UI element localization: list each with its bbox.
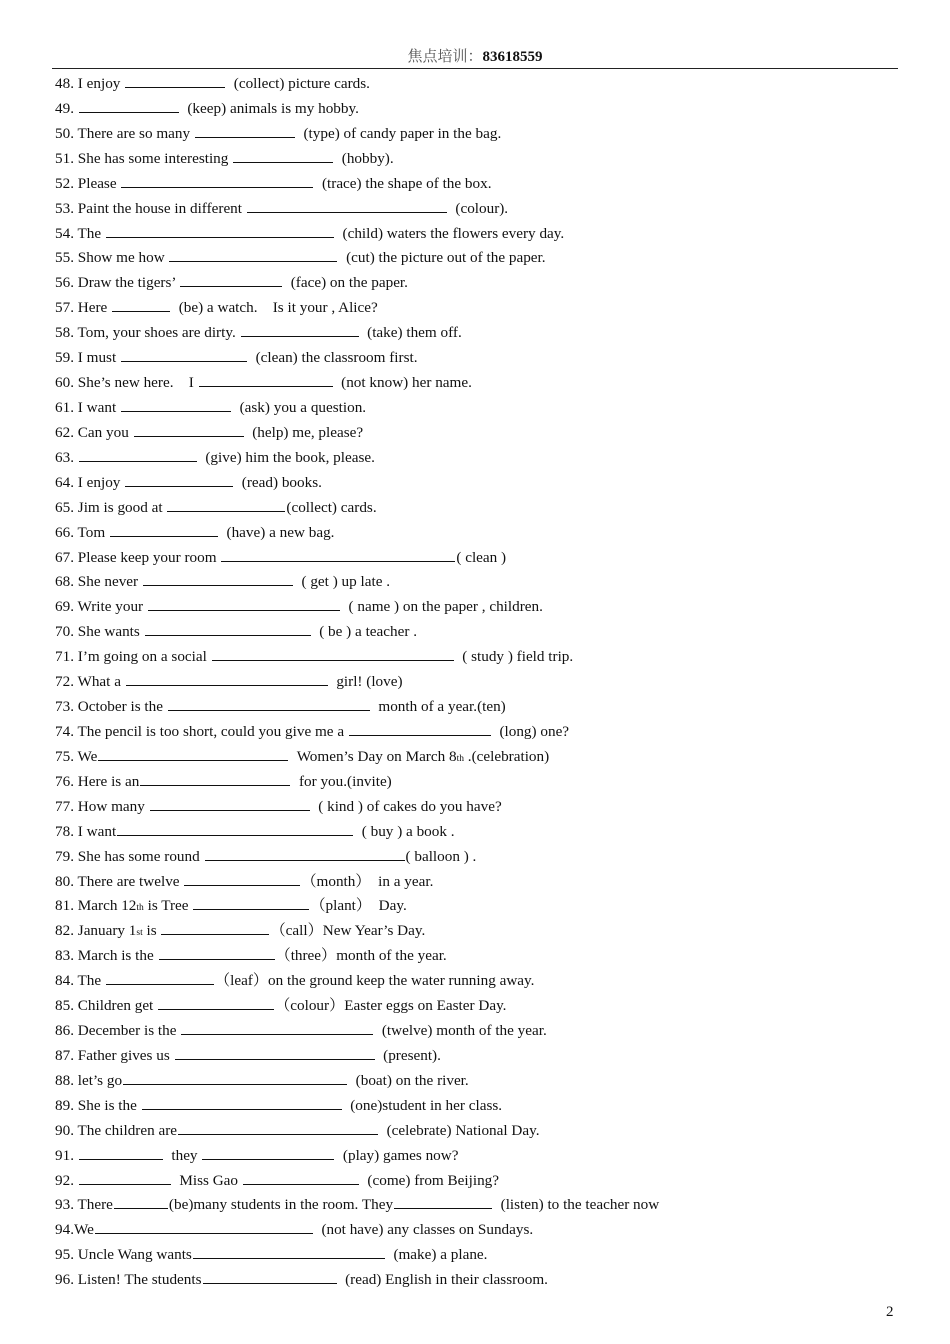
exercise-text: (be) a watch. Is it your , Alice? (171, 299, 378, 317)
exercise-item (55, 346, 895, 371)
answer-blank[interactable] (79, 446, 197, 462)
answer-blank[interactable] (233, 147, 333, 163)
exercise-text: （colour）Easter eggs on Easter Day. (275, 997, 507, 1015)
exercise-text: ( be ) a teacher . (311, 623, 417, 641)
exercise-item (55, 570, 895, 595)
exercise-text: The (73, 972, 105, 990)
exercise-item (55, 246, 895, 271)
exercise-text: is (142, 922, 161, 940)
exercise-number: 65. (55, 498, 74, 516)
exercise-item (55, 197, 895, 222)
exercise-text: Please (73, 174, 121, 192)
exercise-text (74, 1172, 78, 1189)
exercise-number: 66. (55, 523, 74, 541)
exercise-number: 63. (55, 448, 74, 466)
exercise-text: (face) on the paper. (283, 274, 408, 292)
exercise-item (55, 1019, 895, 1044)
exercise-text: let’s go (73, 1071, 123, 1089)
exercise-number: 96. (55, 1271, 74, 1289)
exercise-number: 60. (55, 374, 74, 392)
exercise-item (55, 296, 895, 321)
exercise-text: Children get (73, 997, 158, 1015)
exercise-text: I enjoy (73, 75, 125, 92)
exercise-text: （month） in a year. (301, 872, 434, 890)
exercise-number: 76. (55, 772, 74, 790)
exercise-text: March 12 (73, 897, 137, 915)
exercise-text: （leaf）on the ground keep the water running away. (214, 972, 535, 990)
answer-blank[interactable] (121, 396, 231, 412)
exercise-text: Write your (73, 598, 147, 616)
exercise-number: 94. (55, 1221, 74, 1239)
exercise-number: 61. (55, 398, 74, 416)
exercise-text: ( balloon ) . (405, 847, 477, 865)
exercise-text: Miss Gao (171, 1171, 242, 1189)
exercise-text: girl! (love) (328, 673, 403, 691)
exercise-text: ( get ) up late . (293, 573, 391, 591)
exercise-text: January 1 (73, 922, 137, 940)
answer-blank[interactable] (212, 645, 454, 661)
exercise-number: 93. (55, 1196, 74, 1214)
exercise-text: (give) him the book, please. (197, 448, 375, 466)
exercise-item (55, 1243, 895, 1268)
exercise-number: 64. (55, 473, 74, 491)
exercise-text: Paint the house in different (73, 199, 246, 217)
exercise-text: (trace) the shape of the box. (314, 174, 492, 192)
answer-blank[interactable] (158, 994, 274, 1010)
exercise-number: 56. (55, 274, 74, 292)
exercise-number: 53. (55, 199, 74, 217)
exercise-text: (clean) the classroom first. (247, 349, 418, 367)
exercise-number: 78. (55, 822, 74, 840)
exercise-text: (collect) picture cards. (226, 75, 370, 92)
exercise-item (55, 496, 895, 521)
exercise-item (55, 1119, 895, 1144)
exercise-item (55, 969, 895, 994)
exercise-item (55, 770, 895, 795)
exercise-number: 83. (55, 947, 74, 965)
exercise-number: 72. (55, 673, 74, 691)
exercise-item (55, 645, 895, 670)
exercise-text: ( kind ) of cakes do you have? (310, 797, 502, 815)
ordinal-suffix: th (456, 753, 464, 764)
exercise-text: Please keep your room (73, 548, 221, 566)
exercise-number: 67. (55, 548, 74, 566)
exercise-item (55, 720, 895, 745)
exercise-text: There are so many (73, 124, 194, 142)
exercise-item (55, 172, 895, 197)
exercise-number: 70. (55, 623, 74, 641)
exercise-item (55, 845, 895, 870)
exercise-text: The pencil is too short, could you give me a (73, 722, 348, 740)
exercise-number: 87. (55, 1046, 74, 1064)
exercise-text: ( buy ) a book . (354, 822, 455, 840)
answer-blank[interactable] (79, 97, 179, 113)
exercise-text: What a (73, 673, 125, 691)
exercise-item (55, 446, 895, 471)
exercise-number: 73. (55, 698, 74, 716)
answer-blank[interactable] (121, 346, 247, 362)
exercise-item (55, 894, 895, 919)
exercise-number: 91. (55, 1146, 74, 1164)
answer-blank[interactable] (110, 521, 218, 537)
answer-blank[interactable] (202, 1144, 334, 1160)
exercise-text: She has some interesting (73, 149, 233, 167)
exercise-text: We (73, 1221, 94, 1239)
answer-blank[interactable] (247, 197, 447, 213)
exercise-text: is Tree (143, 897, 193, 915)
exercise-text: (keep) animals is my hobby. (179, 99, 359, 117)
answer-blank[interactable] (148, 595, 340, 611)
exercise-text: Uncle Wang wants (73, 1246, 192, 1264)
answer-blank[interactable] (106, 222, 334, 238)
answer-blank[interactable] (184, 870, 300, 886)
exercise-text: We (73, 747, 98, 765)
exercise-text: (cut) the picture out of the paper. (338, 249, 546, 267)
exercise-text: (present). (375, 1046, 441, 1064)
answer-blank[interactable] (126, 670, 328, 686)
exercise-text: .(celebration) (463, 747, 550, 765)
exercise-number: 80. (55, 872, 74, 890)
exercise-text: (read) books. (234, 473, 322, 491)
exercise-text: The (73, 224, 105, 242)
exercise-text: (not have) any classes on Sundays. (313, 1221, 534, 1239)
exercise-number: 49. (55, 99, 74, 117)
exercise-text: (colour). (447, 199, 509, 217)
exercise-text: She wants (73, 623, 144, 641)
answer-blank[interactable] (221, 546, 455, 562)
exercise-text: Show me how (73, 249, 169, 267)
exercise-text: Draw the tigers’ (73, 274, 180, 292)
exercise-number: 74. (55, 722, 74, 740)
answer-blank[interactable] (243, 1169, 359, 1185)
exercise-text: (type) of candy paper in the bag. (295, 124, 502, 142)
answer-blank[interactable] (161, 919, 269, 935)
exercise-item (55, 745, 895, 770)
exercise-text: (listen) to the teacher now (493, 1196, 660, 1214)
exercise-item (55, 371, 895, 396)
exercise-text: (take) them off. (359, 324, 462, 342)
exercise-text: There are twelve (73, 872, 184, 890)
header-phone: 83618559 (482, 49, 543, 65)
exercise-item (55, 944, 895, 969)
exercise-item (55, 321, 895, 346)
exercise-text: I want (73, 822, 117, 840)
exercise-item (55, 97, 895, 122)
exercise-text: month of a year.(ten) (370, 698, 506, 716)
answer-blank[interactable] (195, 122, 295, 138)
exercise-text: (boat) on the river. (348, 1071, 469, 1089)
exercise-text: (long) one? (491, 722, 570, 740)
answer-blank[interactable] (241, 321, 359, 337)
exercise-item (55, 471, 895, 496)
exercise-item (55, 820, 895, 845)
exercise-number: 50. (55, 124, 74, 142)
answer-blank[interactable] (143, 570, 293, 586)
exercise-text: October is the (73, 698, 167, 716)
exercise-text: (come) from Beijing? (359, 1171, 499, 1189)
answer-blank[interactable] (175, 1044, 375, 1060)
exercise-text: Here is an (73, 772, 140, 790)
answer-blank[interactable] (180, 271, 282, 287)
exercise-item (55, 222, 895, 247)
exercise-item (55, 396, 895, 421)
exercise-list (55, 72, 895, 1293)
exercise-number: 59. (55, 349, 74, 367)
exercise-item (55, 421, 895, 446)
answer-blank[interactable] (181, 1019, 373, 1035)
exercise-item (55, 695, 895, 720)
exercise-text (74, 1147, 78, 1164)
exercise-text: I must (73, 349, 120, 367)
answer-blank[interactable] (169, 246, 337, 262)
exercise-item (55, 1069, 895, 1094)
exercise-text: She is the (73, 1096, 141, 1114)
ordinal-suffix: th (136, 903, 144, 914)
exercise-number: 62. (55, 423, 74, 441)
answer-blank[interactable] (159, 944, 275, 960)
exercise-number: 71. (55, 648, 74, 666)
exercise-text: ( clean ) (456, 548, 507, 566)
answer-blank[interactable] (106, 969, 214, 985)
answer-blank[interactable] (349, 720, 491, 736)
exercise-number: 95. (55, 1246, 74, 1264)
exercise-text: I enjoy (73, 473, 125, 491)
header-rule (52, 68, 898, 69)
exercise-number: 82. (55, 922, 74, 940)
exercise-text: (make) a plane. (385, 1246, 488, 1264)
exercise-text: ( name ) on the paper , children. (340, 598, 543, 616)
exercise-text: (child) waters the flowers every day. (334, 224, 565, 242)
exercise-item (55, 1268, 895, 1293)
exercise-number: 86. (55, 1022, 74, 1040)
answer-blank[interactable] (123, 1069, 347, 1085)
answer-blank[interactable] (121, 172, 313, 188)
exercise-item (55, 1169, 895, 1194)
answer-blank[interactable] (203, 1268, 337, 1284)
exercise-text: (collect) cards. (286, 498, 377, 516)
answer-blank[interactable] (140, 770, 290, 786)
exercise-item (55, 147, 895, 172)
exercise-number: 52. (55, 174, 74, 192)
exercise-item (55, 1144, 895, 1169)
answer-blank[interactable] (79, 1144, 163, 1160)
exercise-number: 68. (55, 573, 74, 591)
exercise-number: 75. (55, 747, 74, 765)
exercise-text: Can you (73, 423, 133, 441)
answer-blank[interactable] (114, 1193, 168, 1209)
exercise-number: 58. (55, 324, 74, 342)
exercise-text: (be)many students in the room. They (168, 1196, 394, 1214)
exercise-text: Father gives us (73, 1046, 174, 1064)
exercise-item (55, 870, 895, 895)
exercise-text: She’s new here. I (73, 374, 198, 392)
exercise-text: (hobby). (334, 149, 394, 167)
exercise-text (74, 449, 78, 466)
answer-blank[interactable] (112, 296, 170, 312)
exercise-item (55, 1094, 895, 1119)
exercise-item (55, 1044, 895, 1069)
exercise-item (55, 271, 895, 296)
exercise-number: 54. (55, 224, 74, 242)
exercise-item (55, 994, 895, 1019)
answer-blank[interactable] (167, 496, 285, 512)
exercise-text: Here (73, 299, 112, 317)
exercise-text: How many (73, 797, 149, 815)
exercise-item (55, 795, 895, 820)
exercise-text: Jim is good at (73, 498, 167, 516)
exercise-number: 51. (55, 149, 74, 167)
ordinal-suffix: st (136, 928, 143, 939)
exercise-number: 92. (55, 1171, 74, 1189)
exercise-item (55, 546, 895, 571)
exercise-item (55, 72, 895, 97)
exercise-number: 77. (55, 797, 74, 815)
exercise-text: She has some round (73, 847, 204, 865)
exercise-text: (not know) her name. (333, 374, 472, 392)
exercise-text: I want (73, 398, 120, 416)
exercise-item (55, 670, 895, 695)
exercise-text: (play) games now? (335, 1146, 459, 1164)
exercise-number: 81. (55, 897, 74, 915)
exercise-number: 85. (55, 997, 74, 1015)
answer-blank[interactable] (193, 894, 309, 910)
exercise-item (55, 1193, 895, 1218)
exercise-number: 88. (55, 1071, 74, 1089)
exercise-text: She never (73, 573, 142, 591)
exercise-text: （three）month of the year. (275, 947, 447, 965)
exercise-text: (ask) you a question. (231, 398, 367, 416)
exercise-text: ( study ) field trip. (454, 648, 574, 666)
exercise-number: 55. (55, 249, 74, 267)
answer-blank[interactable] (394, 1193, 492, 1209)
exercise-text: I’m going on a social (73, 648, 211, 666)
answer-blank[interactable] (125, 471, 233, 487)
page-number: 2 (886, 1304, 894, 1320)
exercise-number: 69. (55, 598, 74, 616)
exercise-text: December is the (73, 1022, 181, 1040)
answer-blank[interactable] (205, 845, 405, 861)
answer-blank[interactable] (95, 1218, 313, 1234)
exercise-text: (have) a new bag. (218, 523, 335, 541)
exercise-text: for you.(invite) (291, 772, 392, 790)
exercise-text: （plant） Day. (310, 897, 407, 915)
exercise-number: 89. (55, 1096, 74, 1114)
answer-blank[interactable] (178, 1119, 378, 1135)
exercise-item (55, 521, 895, 546)
exercise-text: March is the (73, 947, 158, 965)
exercise-text: (one)student in her class. (342, 1096, 503, 1114)
answer-blank[interactable] (79, 1169, 171, 1185)
answer-blank[interactable] (117, 820, 353, 836)
page-header (52, 47, 898, 67)
exercise-text: (help) me, please? (244, 423, 364, 441)
exercise-number: 48. (55, 75, 74, 92)
exercise-text: Women’s Day on March 8 (289, 747, 457, 765)
exercise-text: （call）New Year’s Day. (270, 922, 426, 940)
exercise-text: Listen! The students (73, 1271, 202, 1289)
exercise-text: Tom, your shoes are dirty. (73, 324, 240, 342)
exercise-number: 90. (55, 1121, 74, 1139)
answer-blank[interactable] (98, 745, 288, 761)
answer-blank[interactable] (142, 1094, 342, 1110)
exercise-text (74, 100, 78, 117)
exercise-number: 57. (55, 299, 74, 317)
exercise-item (55, 595, 895, 620)
answer-blank[interactable] (199, 371, 333, 387)
exercise-text: (read) English in their classroom. (337, 1271, 548, 1289)
answer-blank[interactable] (168, 695, 370, 711)
answer-blank[interactable] (150, 795, 310, 811)
exercise-item (55, 620, 895, 645)
exercise-text: (celebrate) National Day. (379, 1121, 540, 1139)
answer-blank[interactable] (145, 620, 311, 636)
exercise-text: Tom (73, 523, 109, 541)
exercise-number: 79. (55, 847, 74, 865)
exercise-text: (twelve) month of the year. (374, 1022, 547, 1040)
exercise-item (55, 919, 895, 944)
exercise-text: The children are (73, 1121, 178, 1139)
header-title: 焦点培训： (407, 49, 483, 65)
answer-blank[interactable] (125, 72, 225, 88)
exercise-item (55, 1218, 895, 1243)
answer-blank[interactable] (134, 421, 244, 437)
exercise-text: There (73, 1196, 113, 1214)
exercise-number: 84. (55, 972, 74, 990)
answer-blank[interactable] (193, 1243, 385, 1259)
exercise-item (55, 122, 895, 147)
exercise-text: they (163, 1146, 202, 1164)
